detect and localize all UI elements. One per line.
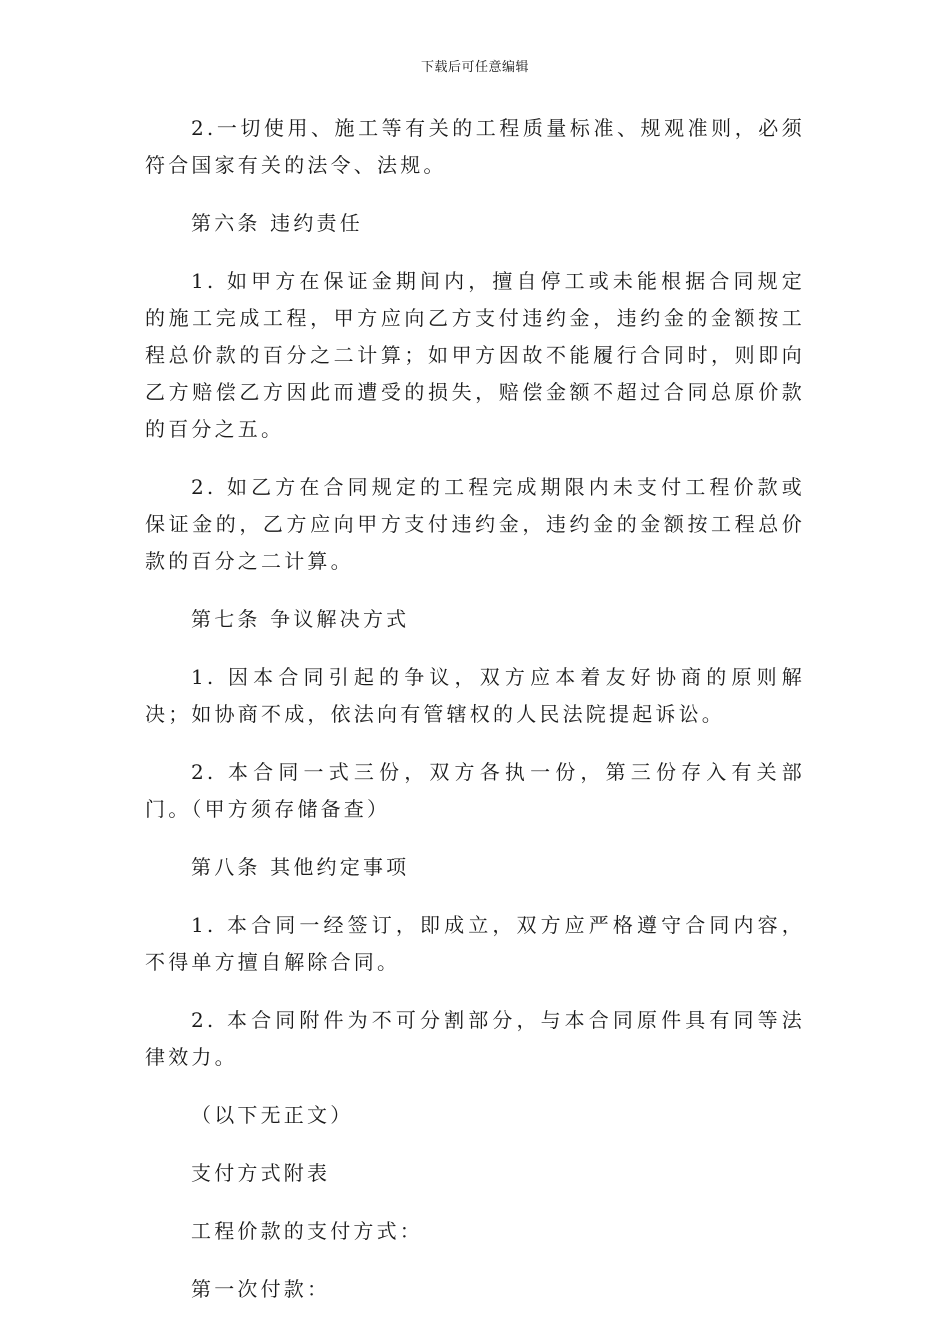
clause-text-quality-standards: 2.一切使用、施工等有关的工程质量标准、规观准则，必须符合国家有关的法令、法规。 bbox=[145, 116, 805, 177]
clause-text-effectiveness: 1. 本合同一经签订，即成立，双方应严格遵守合同内容，不得单方擅自解除合同。 bbox=[145, 913, 805, 974]
clause-text-party-a-breach: 1. 如甲方在保证金期间内，擅自停工或未能根据合同规定的施工完成工程，甲方应向乙方支付违约金，违约金的金额按工程总价款的百分之二计算；如甲方因故不能履行合同时，则即向乙方赔偿乙方因此而遭受的损失，赔偿金额不超过合同总原价款的百分之五。 bbox=[145, 269, 805, 441]
article-seven-heading: 第七条 争议解决方式 bbox=[191, 607, 410, 631]
clause-text-copies: 2. 本合同一式三份，双方各执一份，第三份存入有关部门。（甲方须存储备查） bbox=[145, 760, 805, 821]
end-of-text-note: （以下无正文） bbox=[191, 1103, 354, 1127]
document-body bbox=[145, 110, 805, 1308]
article-eight-heading: 第八条 其他约定事项 bbox=[191, 855, 410, 879]
payment-method-label: 工程价款的支付方式： bbox=[191, 1219, 423, 1243]
article-six-heading: 第六条 违约责任 bbox=[191, 211, 363, 235]
payment-schedule-title: 支付方式附表 bbox=[191, 1161, 331, 1185]
first-payment-label: 第一次付款： bbox=[191, 1277, 331, 1301]
page-header-note: 下载后可任意编辑 bbox=[420, 60, 529, 75]
clause-text-party-b-breach: 2. 如乙方在合同规定的工程完成期限内未支付工程价款或保证金的，乙方应向甲方支付违约金，违约金的金额按工程总价款的百分之二计算。 bbox=[145, 475, 805, 573]
clause-text-dispute-negotiation: 1. 因本合同引起的争议，双方应本着友好协商的原则解决；如协商不成，依法向有管辖权的人民法院提起诉讼。 bbox=[145, 665, 805, 726]
clause-text-annex-validity: 2. 本合同附件为不可分割部分，与本合同原件具有同等法律效力。 bbox=[145, 1008, 805, 1069]
